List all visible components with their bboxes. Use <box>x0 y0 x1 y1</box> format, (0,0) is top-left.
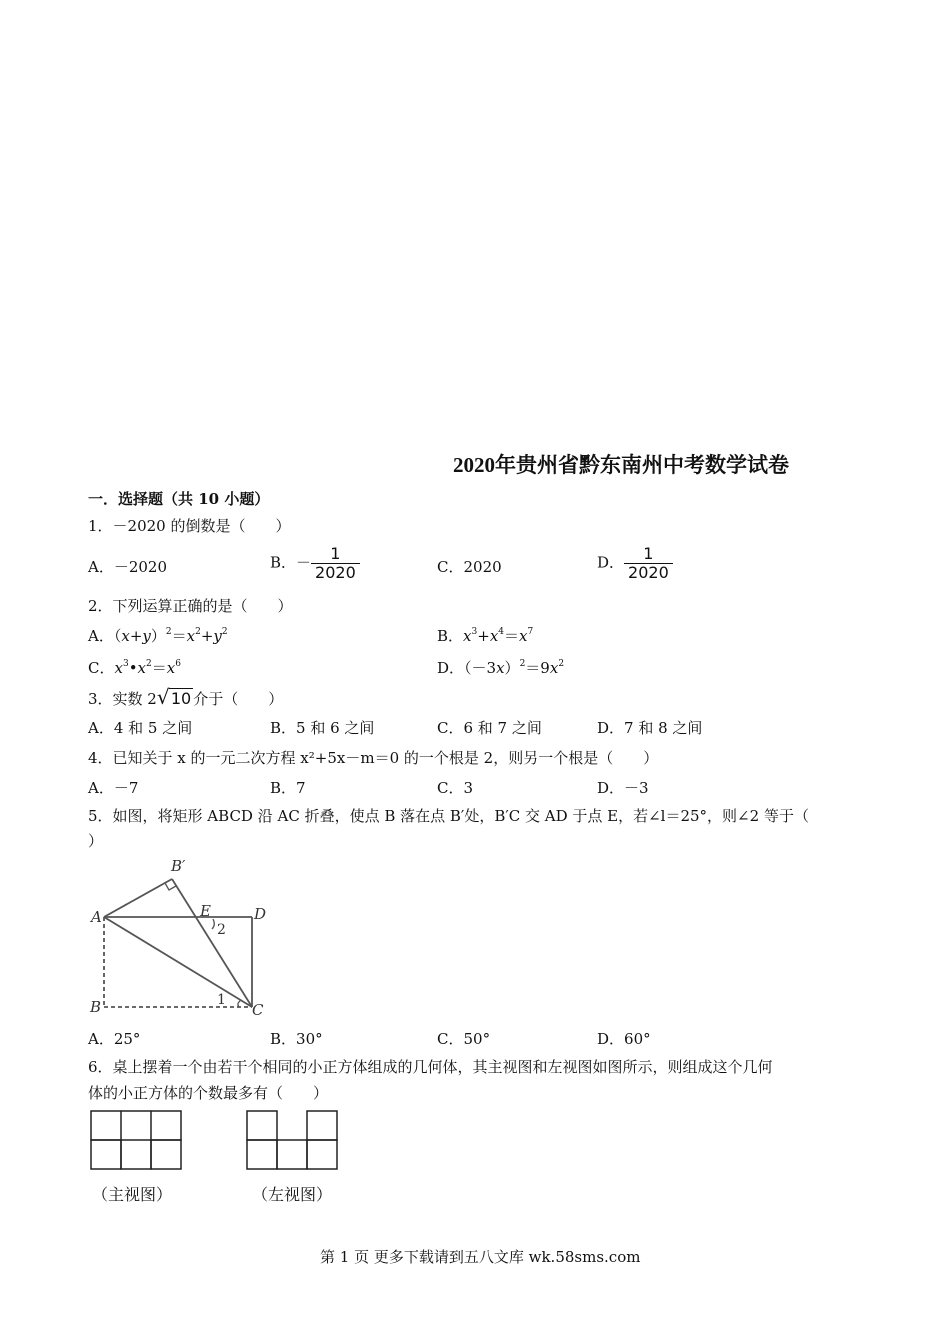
label-b: B <box>90 998 102 1015</box>
exponent: 2 <box>165 627 172 637</box>
var: x <box>496 659 505 677</box>
text: ＝9 <box>525 659 550 677</box>
text: ） <box>504 659 520 677</box>
label-b-prime: B′ <box>171 857 186 875</box>
label-a: A <box>91 908 102 926</box>
text: A．（ <box>88 627 122 645</box>
exponent: 2 <box>519 659 526 669</box>
question-5-stem-line-1: 5．如图，将矩形 ABCD 沿 AC 折叠，使点 B 落在点 B′处，B′C 交 AD 于点 E，若∠l＝25°，则∠2 等于（ <box>88 807 809 825</box>
angle-2-arc <box>212 919 214 929</box>
page-footer: 第 1 页 更多下载请到五八文库 wk.58sms.com <box>320 1248 641 1266</box>
text: D．（－3 <box>437 659 497 677</box>
question-5-option-a: A．25° <box>88 1030 141 1048</box>
label-angle-1: 1 <box>217 992 226 1008</box>
rectangle-fold-figure <box>86 855 276 1015</box>
var: x <box>121 627 130 645</box>
var: x <box>463 627 472 645</box>
text: 3．实数 2 <box>88 690 157 708</box>
angle-1-arc <box>238 1000 241 1007</box>
exponent: 4 <box>498 627 505 637</box>
text: + <box>477 627 490 645</box>
fraction-denominator: 2020 <box>311 563 360 582</box>
cube-cell <box>307 1111 337 1140</box>
text: ＝ <box>171 627 187 645</box>
radicand: 10 <box>170 689 192 708</box>
question-4-option-a: A．－7 <box>88 779 139 797</box>
segment-a-c <box>104 917 252 1007</box>
exponent: 2 <box>146 659 152 669</box>
question-4-option-d: D．－3 <box>597 779 649 797</box>
label-d: D <box>254 905 267 923</box>
left-view-figure <box>245 1108 341 1174</box>
question-2-option-d <box>437 657 564 678</box>
exponent: 2 <box>195 627 201 637</box>
section-header: 一．选择题（共 10 小题） <box>88 490 270 508</box>
option-d-prefix: D． <box>597 553 625 572</box>
label-angle-2: 2 <box>217 922 226 938</box>
var: y <box>213 627 222 645</box>
question-4-option-c: C．3 <box>437 779 474 797</box>
question-5-option-c: C．50° <box>437 1030 491 1048</box>
question-1-option-d <box>597 545 673 582</box>
fraction <box>311 545 360 582</box>
exponent: 7 <box>527 627 534 637</box>
square-root <box>156 685 193 709</box>
text: + <box>200 627 214 645</box>
question-1-stem: 1．－2020 的倒数是（ ） <box>88 517 291 535</box>
text: ＝ <box>504 627 520 645</box>
cube-cell <box>247 1140 277 1169</box>
cube-cell <box>91 1111 121 1140</box>
question-1-option-a: A．－2020 <box>88 558 168 576</box>
cube-cell <box>121 1140 151 1169</box>
label-e: E <box>200 902 211 920</box>
label-c: C <box>252 1001 264 1015</box>
question-2-option-b <box>437 625 533 646</box>
var: x <box>489 627 499 645</box>
fraction-numerator: 1 <box>643 544 654 563</box>
segment-bprime-c <box>172 879 252 1007</box>
exponent: 6 <box>175 659 181 669</box>
radical-icon: √ <box>156 685 170 709</box>
cube-cell <box>151 1140 181 1169</box>
question-3-option-d: D．7 和 8 之间 <box>597 719 703 737</box>
text: 介于（ ） <box>193 690 284 708</box>
question-2-option-c <box>88 657 181 678</box>
question-4-stem: 4．已知关于 x 的一元二次方程 x²+5x－m＝0 的一个根是 2，则另一个根是（ ） <box>88 749 659 767</box>
text: B． <box>437 627 464 645</box>
cube-cell <box>91 1140 121 1169</box>
fraction <box>624 545 673 582</box>
text: ＝ <box>151 659 167 677</box>
text: C． <box>88 659 115 677</box>
var: y <box>142 627 151 645</box>
question-5-option-b: B．30° <box>270 1030 323 1048</box>
front-view-figure <box>89 1108 185 1174</box>
var: x <box>114 659 123 677</box>
exponent: 3 <box>122 659 129 669</box>
cube-cell <box>307 1140 337 1169</box>
segment-a-bprime <box>104 879 172 917</box>
option-b-prefix: B．－ <box>270 553 312 572</box>
var: x <box>186 627 196 645</box>
question-2-stem: 2．下列运算正确的是（ ） <box>88 597 293 615</box>
question-2-option-a <box>88 625 228 646</box>
exponent: 3 <box>471 627 478 637</box>
cube-cell <box>151 1111 181 1140</box>
question-6-stem-line-1: 6．桌上摆着一个由若干个相同的小正方体组成的几何体，其主视图和左视图如图所示，则组成这个几何 <box>88 1058 773 1076</box>
fraction-numerator: 1 <box>330 544 341 563</box>
var: x <box>549 659 559 677</box>
var: x <box>166 659 176 677</box>
question-4-option-b: B．7 <box>270 779 306 797</box>
question-5-option-d: D．60° <box>597 1030 651 1048</box>
question-1-option-c: C．2020 <box>437 558 502 576</box>
cube-cell <box>277 1140 307 1169</box>
text: ） <box>150 627 166 645</box>
var: x <box>519 627 528 645</box>
fraction-denominator: 2020 <box>624 563 673 582</box>
cube-cell <box>247 1111 277 1140</box>
question-3-option-a: A．4 和 5 之间 <box>88 719 193 737</box>
question-3-stem <box>88 685 284 709</box>
question-6-stem-line-2: 体的小正方体的个数最多有（ ） <box>88 1084 329 1102</box>
exponent: 2 <box>558 659 565 669</box>
text: + <box>129 627 143 645</box>
text: • <box>128 659 138 677</box>
var: x <box>137 659 147 677</box>
front-view-label: （主视图） <box>92 1185 173 1204</box>
question-5-stem-line-2: ） <box>88 832 104 850</box>
question-1-option-b <box>270 545 360 582</box>
exponent: 2 <box>221 627 228 637</box>
left-view-label: （左视图） <box>252 1185 333 1204</box>
question-3-option-c: C．6 和 7 之间 <box>437 719 542 737</box>
page-title: 2020年贵州省黔东南州中考数学试卷 <box>453 453 789 477</box>
question-3-option-b: B．5 和 6 之间 <box>270 719 375 737</box>
